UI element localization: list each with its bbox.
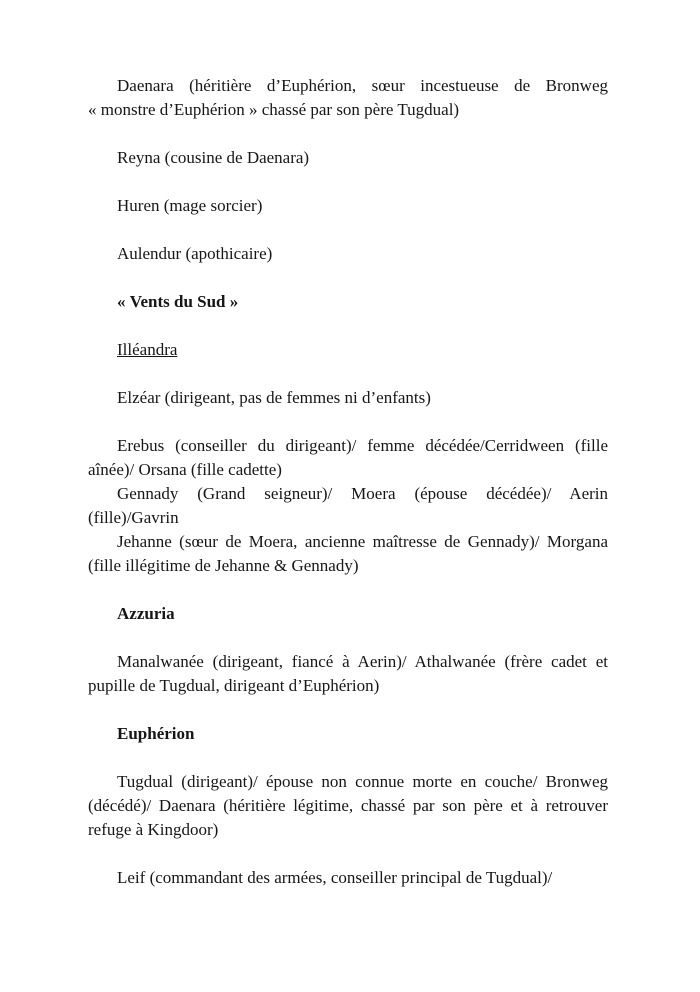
section-heading-vents-du-sud: « Vents du Sud » [117,292,239,311]
doc-paragraph-elzear: Elzéar (dirigeant, pas de femmes ni d’enfants) [117,388,431,407]
doc-paragraph-jehanne: Jehanne (sœur de Moera, ancienne maîtresse de Gennady)/ Morgana (fille illégitime de Jehanne & Gennady) [88,532,608,575]
section-heading-illeandra [88,338,608,362]
doc-paragraph-tugdual: Tugdual (dirigeant)/ épouse non connue morte en couche/ Bronweg (décédé)/ Daenara (héritière légitime, chassé par son père et à retrouver refuge à Kingdoor) [88,772,608,839]
doc-paragraph-reyna: Reyna (cousine de Daenara) [117,148,310,167]
doc-paragraph-gennady: Gennady (Grand seigneur)/ Moera (épouse décédée)/ Aerin (fille)/Gavrin [88,484,608,527]
doc-paragraph-daenara: Daenara (héritière d’Euphérion, sœur incestueuse de Bronweg « monstre d’Euphérion » chassé par son père Tugdual) [88,76,608,119]
doc-paragraph-erebus: Erebus (conseiller du dirigeant)/ femme décédée/Cerridween (fille aînée)/ Orsana (fille cadette) [88,436,608,479]
underlined-heading-text: Illéandra [117,340,178,359]
section-heading-eupherion: Euphérion [117,724,195,743]
doc-paragraph-huren: Huren (mage sorcier) [117,196,263,215]
doc-paragraph-aulendur: Aulendur (apothicaire) [117,244,273,263]
section-heading-azzuria: Azzuria [117,604,175,623]
doc-paragraph-leif: Leif (commandant des armées, conseiller principal de Tugdual)/ [117,868,553,887]
doc-paragraph-manalwanee: Manalwanée (dirigeant, fiancé à Aerin)/ Athalwanée (frère cadet et pupille de Tugdual, dirigeant d’Euphérion) [88,652,608,695]
